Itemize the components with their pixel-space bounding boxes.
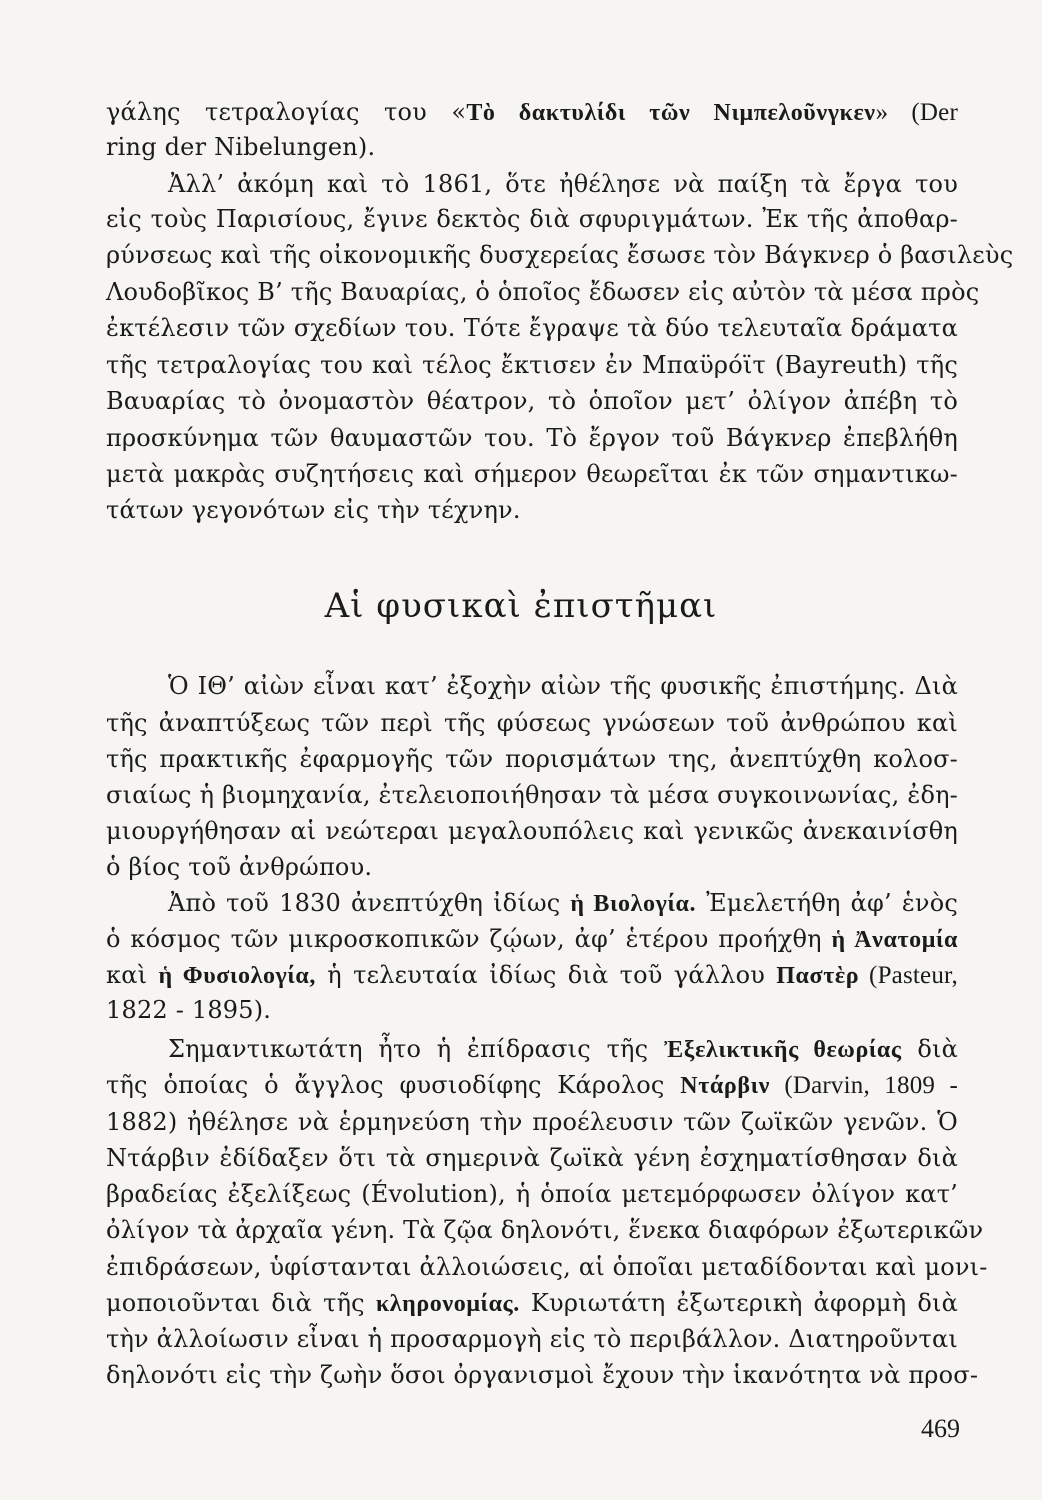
- text-run: μοποιοῦνται διὰ τῆς: [106, 1289, 376, 1317]
- text-run: διὰ: [901, 1035, 958, 1063]
- text-run: Κυριωτάτη ἐξωτερικὴ ἀφορμὴ διὰ: [519, 1289, 958, 1317]
- text-line: ἐπιδράσεων, ὑφίστανται ἀλλοιώσεις, αἱ ὁποῖαι μεταδίδονται καὶ μονι-: [106, 1253, 988, 1281]
- bold-term: ἡ Φυσιολογία,: [158, 963, 317, 989]
- text-run: ἡ τελευταία ἰδίως διὰ τοῦ γάλλου: [316, 961, 777, 989]
- text-line: ring der Nibelungen).: [106, 133, 376, 161]
- text-line: σιαίως ἡ βιομηχανία, ἐτελειοποιήθησαν τὰ μέσα συγκοινωνίας, ἐδη-: [106, 781, 958, 809]
- text-line: τῆς τετραλογίας του καὶ τέλος ἔκτισεν ἐν Μπαϋρόϊτ (Bayreuth) τῆς: [106, 351, 958, 379]
- bold-term: ἡ Βιολογία.: [570, 891, 697, 917]
- text-line: [106, 1065, 958, 1105]
- text-line: ὀλίγον τὰ ἀρχαῖα γένη. Τὰ ζῷα δηλονότι, ἕνεκα διαφόρων ἐξωτερικῶν: [106, 1216, 984, 1244]
- page-number: 469: [921, 1414, 960, 1443]
- text-line: [106, 92, 958, 132]
- text-run: Ἀπὸ τοῦ 1830 ἀνεπτύχθη ἰδίως: [168, 889, 571, 917]
- text-line: Ἀλλ’ ἀκόμη καὶ τὸ 1861, ὅτε ἠθέλησε νὰ παίξη τὰ ἔργα του: [168, 170, 958, 198]
- bold-term: Ἐξελικτικῆς θεωρίας: [663, 1037, 902, 1063]
- section-heading: Αἱ φυσικαὶ ἐπιστῆμαι: [324, 586, 718, 626]
- text-line: 1822 - 1895).: [106, 996, 272, 1024]
- text-run: Ἐμελετήθη ἀφ’ ἑνὸς: [696, 889, 959, 917]
- text-line: εἰς τοὺς Παρισίους, ἔγινε δεκτὸς διὰ σφυριγμάτων. Ἐκ τῆς ἀποθαρ-: [106, 205, 958, 233]
- text-line: βραδείας ἐξελίξεως (Évolution), ἡ ὁποία μετεμόρφωσεν ὀλίγον κατ’: [106, 1180, 958, 1208]
- bold-title: Τὸ δακτυλίδι τῶν Νιμπελοῦνγκεν: [466, 100, 876, 126]
- text-line: Ὁ ΙΘ’ αἰὼν εἶναι κατ’ ἐξοχὴν αἰὼν τῆς φυσικῆς ἐπιστήμης. Διὰ: [168, 672, 958, 700]
- text-line: [168, 1029, 958, 1069]
- text-line: μιουργήθησαν αἱ νεώτεραι μεγαλουπόλεις καὶ γενικῶς ἀνεκαινίσθη: [106, 817, 958, 845]
- text-line: τάτων γεγονότων εἰς τὴν τέχνην.: [106, 496, 521, 524]
- text-run: γάλης τετραλογίας του «: [106, 98, 467, 126]
- text-run: » (Der: [875, 99, 958, 126]
- text-line: τὴν ἀλλοίωσιν εἶναι ἡ προσαρμογὴ εἰς τὸ περιβάλλον. Διατηροῦνται: [106, 1325, 958, 1353]
- bold-term: ἡ Ἀνατομία: [831, 927, 958, 953]
- text-run: καὶ: [106, 961, 159, 989]
- text-line: [106, 1283, 958, 1323]
- text-run: (Pasteur,: [859, 962, 959, 989]
- text-run: Σημαντικωτάτη ἦτο ἡ ἐπίδρασις τῆς: [168, 1035, 664, 1063]
- bold-name: Ντάρβιν: [680, 1073, 770, 1099]
- text-line: Ντάρβιν ἐδίδαξεν ὅτι τὰ σημερινὰ ζωϊκὰ γένη ἐσχηματίσθησαν διὰ: [106, 1144, 958, 1172]
- text-line: Βαυαρίας τὸ ὀνομαστὸν θέατρον, τὸ ὁποῖον μετ’ ὀλίγον ἀπέβη τὸ: [106, 387, 958, 415]
- text-line: τῆς πρακτικῆς ἐφαρμογῆς τῶν πορισμάτων της, ἀνεπτύχθη κολοσ-: [106, 745, 958, 773]
- bold-term: κληρονομίας.: [375, 1291, 520, 1317]
- text-line: τῆς ἀναπτύξεως τῶν περὶ τῆς φύσεως γνώσεων τοῦ ἀνθρώπου καὶ: [106, 709, 958, 737]
- text-line: 1882) ἠθέλησε νὰ ἑρμηνεύση τὴν προέλευσιν τῶν ζωϊκῶν γενῶν. Ὁ: [106, 1108, 958, 1136]
- text-line: [106, 955, 958, 995]
- text-line: προσκύνημα τῶν θαυμαστῶν του. Τὸ ἔργον τοῦ Βάγκνερ ἐπεβλήθη: [106, 424, 958, 452]
- text-line: ὁ βίος τοῦ ἀνθρώπου.: [106, 853, 373, 881]
- text-line: δηλονότι εἰς τὴν ζωὴν ὅσοι ὀργανισμοὶ ἔχουν τὴν ἱκανότητα νὰ προσ-: [106, 1361, 979, 1389]
- bold-name: Παστὲρ: [776, 963, 860, 989]
- text-line: Λουδοβῖκος Β’ τῆς Βαυαρίας, ὁ ὁποῖος ἔδωσεν εἰς αὐτὸν τὰ μέσα πρὸς: [106, 278, 980, 306]
- text-line: [106, 919, 958, 959]
- text-run: τῆς ὁποίας ὁ ἄγγλος φυσιοδίφης Κάρολος: [106, 1071, 681, 1099]
- text-line: ἐκτέλεσιν τῶν σχεδίων του. Τότε ἔγραψε τὰ δύο τελευταῖα δράματα: [106, 314, 958, 342]
- text-line: μετὰ μακρὰς συζητήσεις καὶ σήμερον θεωρεῖται ἐκ τῶν σημαντικω-: [106, 460, 958, 488]
- text-line: [168, 883, 958, 923]
- text-line: ρύνσεως καὶ τῆς οἰκονομικῆς δυσχερείας ἔσωσε τὸν Βάγκνερ ὁ βασιλεὺς: [106, 241, 1014, 269]
- text-run: (Darvin, 1809 -: [769, 1072, 958, 1099]
- text-run: ὁ κόσμος τῶν μικροσκοπικῶν ζῴων, ἀφ’ ἑτέρου προήχθη: [106, 925, 832, 953]
